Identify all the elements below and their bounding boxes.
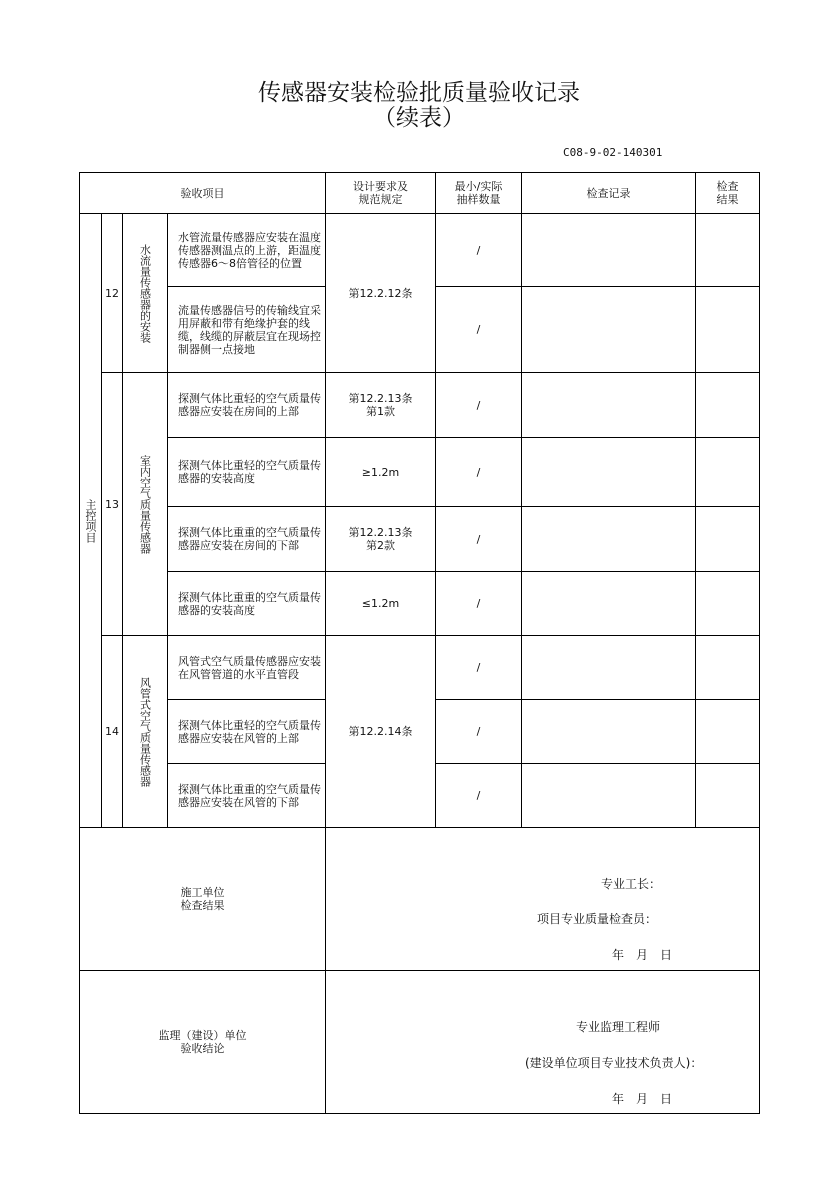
item-result[interactable] <box>696 287 760 373</box>
item-text: 风管式空气质量传感器应安装在风管管道的水平直管段 <box>168 636 326 700</box>
item-text: 探测气体比重重的空气质量传感器的安装高度 <box>168 572 326 636</box>
header-spec-line1: 设计要求及 <box>353 180 408 193</box>
item-qty: / <box>436 636 522 700</box>
item-result[interactable] <box>696 572 760 636</box>
item-spec: ≤1.2m <box>326 572 436 636</box>
group-name: 风管式空气质量传感器 <box>138 676 152 787</box>
engineer-label: 专业监理工程师 <box>576 1020 661 1034</box>
table-header-row <box>80 173 760 214</box>
item-result[interactable] <box>696 764 760 828</box>
item-text: 探测气体比重重的空气质量传感器应安装在房间的下部 <box>168 507 326 572</box>
group-name-cell <box>123 373 168 636</box>
item-spec <box>326 507 436 572</box>
item-result[interactable] <box>696 507 760 572</box>
table-row <box>80 373 760 438</box>
supervision-date: 年 月 日 <box>612 1092 673 1106</box>
construction-label <box>80 828 326 971</box>
item-record[interactable] <box>522 636 696 700</box>
item-spec-line2: 第1款 <box>366 405 395 418</box>
header-result <box>696 173 760 214</box>
item-spec-line1: 第12.2.13条 <box>348 392 413 405</box>
item-spec: ≥1.2m <box>326 438 436 507</box>
construction-label-line2: 检查结果 <box>180 899 225 912</box>
item-qty: / <box>436 438 522 507</box>
item-spec <box>326 373 436 438</box>
construction-label-line1: 施工单位 <box>180 886 225 899</box>
table-row <box>80 572 760 636</box>
item-result[interactable] <box>696 373 760 438</box>
construction-date: 年 月 日 <box>612 948 673 962</box>
category-label: 主控项目 <box>84 498 97 543</box>
item-qty: / <box>436 214 522 287</box>
supervision-label-line2: 验收结论 <box>180 1042 225 1055</box>
header-qty-line1: 最小/实际 <box>454 180 503 193</box>
item-record[interactable] <box>522 373 696 438</box>
item-result[interactable] <box>696 636 760 700</box>
group-name: 室内空气质量传感器 <box>138 454 152 554</box>
item-text: 探测气体比重轻的空气质量传感器应安装在风管的上部 <box>168 700 326 764</box>
group-name-cell <box>123 214 168 373</box>
table-row <box>80 438 760 507</box>
table-row <box>80 507 760 572</box>
supervision-signature-area[interactable] <box>326 971 760 1114</box>
page-subtitle: （续表） <box>373 105 465 131</box>
header-record: 检查记录 <box>522 173 696 214</box>
header-item: 验收项目 <box>80 173 326 214</box>
form-code: C08-9-02-140301 <box>563 146 663 159</box>
category-cell <box>80 214 102 828</box>
item-spec-line1: 第12.2.13条 <box>348 526 413 539</box>
group-number: 14 <box>102 636 123 828</box>
supervision-label <box>80 971 326 1114</box>
owner-rep-label: (建设单位项目专业技术负责人)： <box>525 1056 703 1070</box>
item-text: 探测气体比重轻的空气质量传感器应安装在房间的上部 <box>168 373 326 438</box>
construction-signature-area[interactable] <box>326 828 760 971</box>
supervision-label-line1: 监理（建设）单位 <box>158 1029 247 1042</box>
table-row <box>80 636 760 700</box>
inspection-table <box>79 172 760 1114</box>
item-text: 探测气体比重重的空气质量传感器应安装在风管的下部 <box>168 764 326 828</box>
group-name-cell <box>123 636 168 828</box>
header-qty <box>436 173 522 214</box>
item-text: 水管流量传感器应安装在温度传感器测温点的上游，距温度传感器6～8倍管径的位置 <box>168 214 326 287</box>
item-record[interactable] <box>522 700 696 764</box>
group-number: 12 <box>102 214 123 373</box>
item-qty: / <box>436 572 522 636</box>
item-record[interactable] <box>522 214 696 287</box>
item-spec: 第12.2.12条 <box>326 214 436 373</box>
item-qty: / <box>436 700 522 764</box>
item-result[interactable] <box>696 438 760 507</box>
header-spec <box>326 173 436 214</box>
item-record[interactable] <box>522 507 696 572</box>
group-name: 水流量传感器的安装 <box>138 243 152 343</box>
page-title: 传感器安装检验批质量验收记录 <box>258 80 580 106</box>
header-qty-line2: 抽样数量 <box>456 193 501 206</box>
item-qty: / <box>436 287 522 373</box>
item-qty: / <box>436 373 522 438</box>
item-record[interactable] <box>522 287 696 373</box>
table-row <box>80 214 760 287</box>
item-qty: / <box>436 507 522 572</box>
item-record[interactable] <box>522 764 696 828</box>
item-spec-line2: 第2款 <box>366 539 395 552</box>
item-text: 探测气体比重轻的空气质量传感器的安装高度 <box>168 438 326 507</box>
header-result-line2: 结果 <box>716 193 739 206</box>
item-result[interactable] <box>696 214 760 287</box>
group-number: 13 <box>102 373 123 636</box>
item-record[interactable] <box>522 572 696 636</box>
inspector-label: 项目专业质量检查员： <box>537 912 658 926</box>
foreman-label: 专业工长： <box>601 877 662 891</box>
header-result-line1: 检查 <box>716 180 739 193</box>
item-spec: 第12.2.14条 <box>326 636 436 828</box>
item-result[interactable] <box>696 700 760 764</box>
header-spec-line2: 规范规定 <box>358 193 403 206</box>
item-qty: / <box>436 764 522 828</box>
item-text: 流量传感器信号的传输线宜采用屏蔽和带有绝缘护套的线缆，线缆的屏蔽层宜在现场控制器侧一点接地 <box>168 287 326 373</box>
item-record[interactable] <box>522 438 696 507</box>
